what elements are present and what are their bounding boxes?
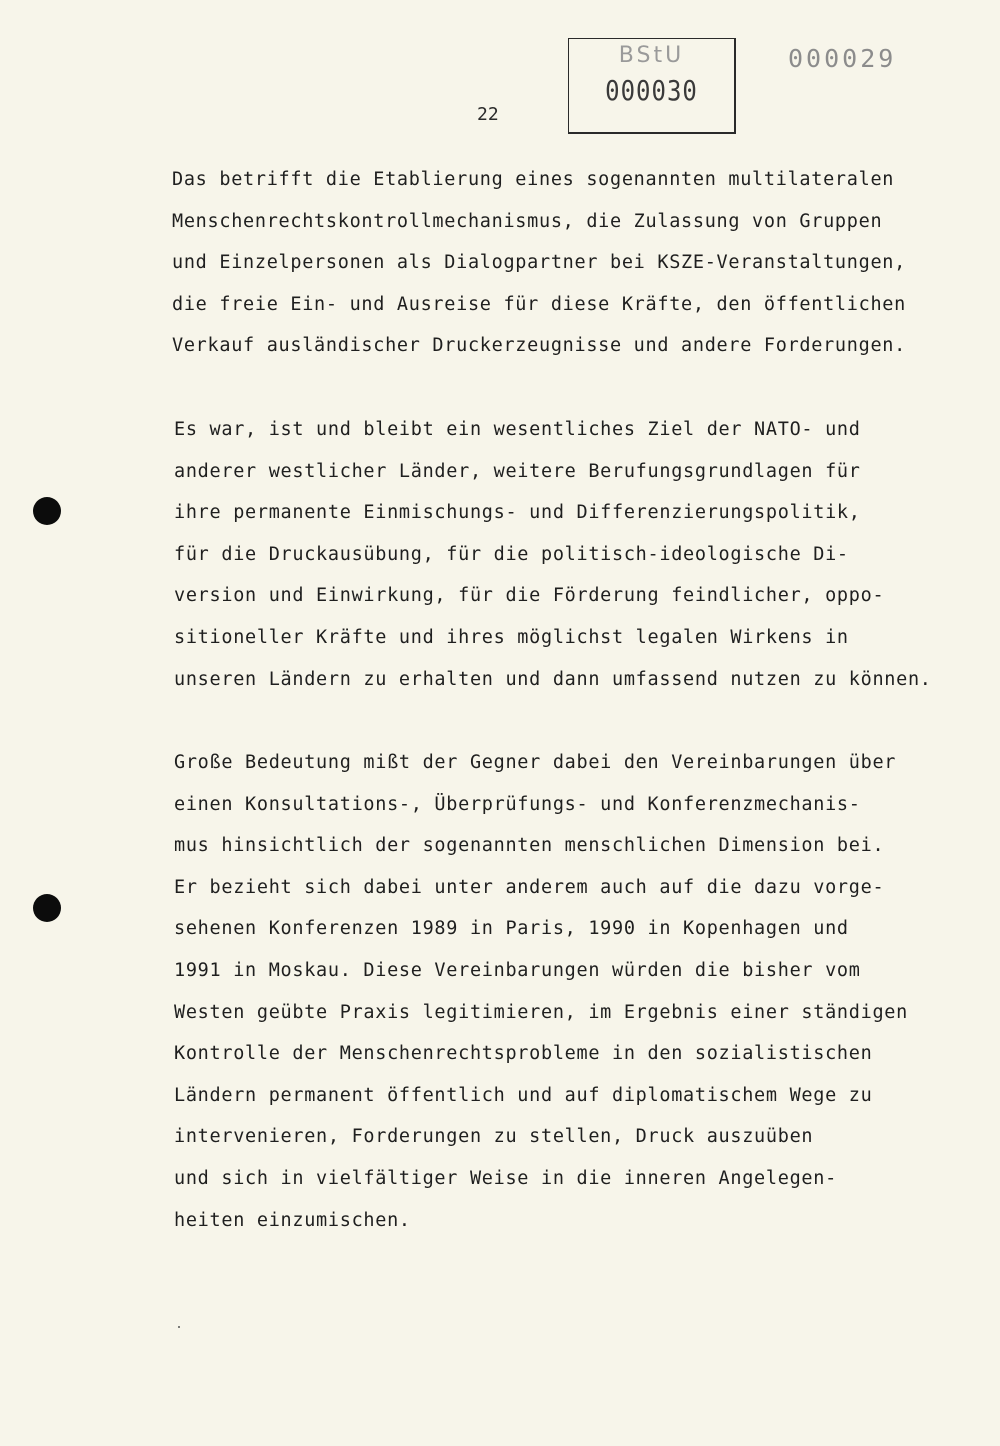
text-line: Er bezieht sich dabei unter anderem auch auf die dazu vorge- bbox=[174, 876, 885, 898]
stamp-agency-label: BStU bbox=[618, 43, 685, 68]
text-line: und Einzelpersonen als Dialogpartner bei KSZE-Veranstaltungen, bbox=[172, 252, 906, 274]
stamp-number: 000030 bbox=[605, 74, 698, 108]
text-line: Ländern permanent öffentlich und auf diplomatischem Wege zu bbox=[174, 1084, 873, 1106]
punch-hole bbox=[33, 894, 61, 922]
archive-stamp bbox=[568, 38, 736, 134]
paragraph-1 bbox=[172, 159, 906, 367]
text-line: intervenieren, Forderungen zu stellen, Druck auszuüben bbox=[174, 1126, 814, 1148]
text-line: unseren Ländern zu erhalten und dann umfassend nutzen zu können. bbox=[174, 668, 932, 690]
text-line: Das betrifft die Etablierung eines sogenannten multilateralen bbox=[172, 169, 895, 190]
text-line: version und Einwirkung, für die Förderung feindlicher, oppo- bbox=[174, 585, 885, 607]
text-line: sehenen Konferenzen 1989 in Paris, 1990 in Kopenhagen und bbox=[174, 918, 849, 940]
text-line: die freie Ein- und Ausreise für diese Kräfte, den öffentlichen bbox=[172, 293, 906, 315]
text-line: 1991 in Moskau. Diese Vereinbarungen würden die bisher vom bbox=[174, 959, 861, 981]
text-line: Kontrolle der Menschenrechtsprobleme in den sozialistischen bbox=[174, 1043, 873, 1065]
text-line: für die Druckausübung, für die politisch-ideologische Di- bbox=[174, 543, 849, 565]
text-line: Menschenrechtskontrollmechanismus, die Zulassung von Gruppen bbox=[172, 210, 883, 232]
text-line: sitioneller Kräfte und ihres möglichst legalen Wirkens in bbox=[174, 626, 849, 648]
paragraph-3 bbox=[174, 742, 908, 1241]
text-line: ihre permanente Einmischungs- und Differenzierungspolitik, bbox=[174, 502, 861, 524]
paper-speck bbox=[178, 1326, 180, 1328]
text-line: Westen geübte Praxis legitimieren, im Ergebnis einer ständigen bbox=[174, 1001, 908, 1023]
text-line: Verkauf ausländischer Druckerzeugnisse und andere Forderungen. bbox=[172, 335, 906, 357]
text-line: anderer westlicher Länder, weitere Berufungsgrundlagen für bbox=[174, 460, 861, 482]
text-line: und sich in vielfältiger Weise in die inneren Angelegen- bbox=[174, 1167, 837, 1189]
archive-page-number: 000029 bbox=[788, 44, 897, 73]
page-number: 22 bbox=[477, 104, 499, 125]
text-line: mus hinsichtlich der sogenannten menschlichen Dimension bei. bbox=[174, 835, 885, 857]
punch-hole bbox=[33, 497, 61, 525]
text-line: Große Bedeutung mißt der Gegner dabei den Vereinbarungen über bbox=[174, 752, 897, 773]
text-line: heiten einzumischen. bbox=[174, 1209, 411, 1231]
paragraph-2 bbox=[174, 409, 932, 700]
text-line: Es war, ist und bleibt ein wesentliches Ziel der NATO- und bbox=[174, 419, 861, 440]
text-line: einen Konsultations-, Überprüfungs- und Konferenzmechanis- bbox=[174, 793, 861, 815]
